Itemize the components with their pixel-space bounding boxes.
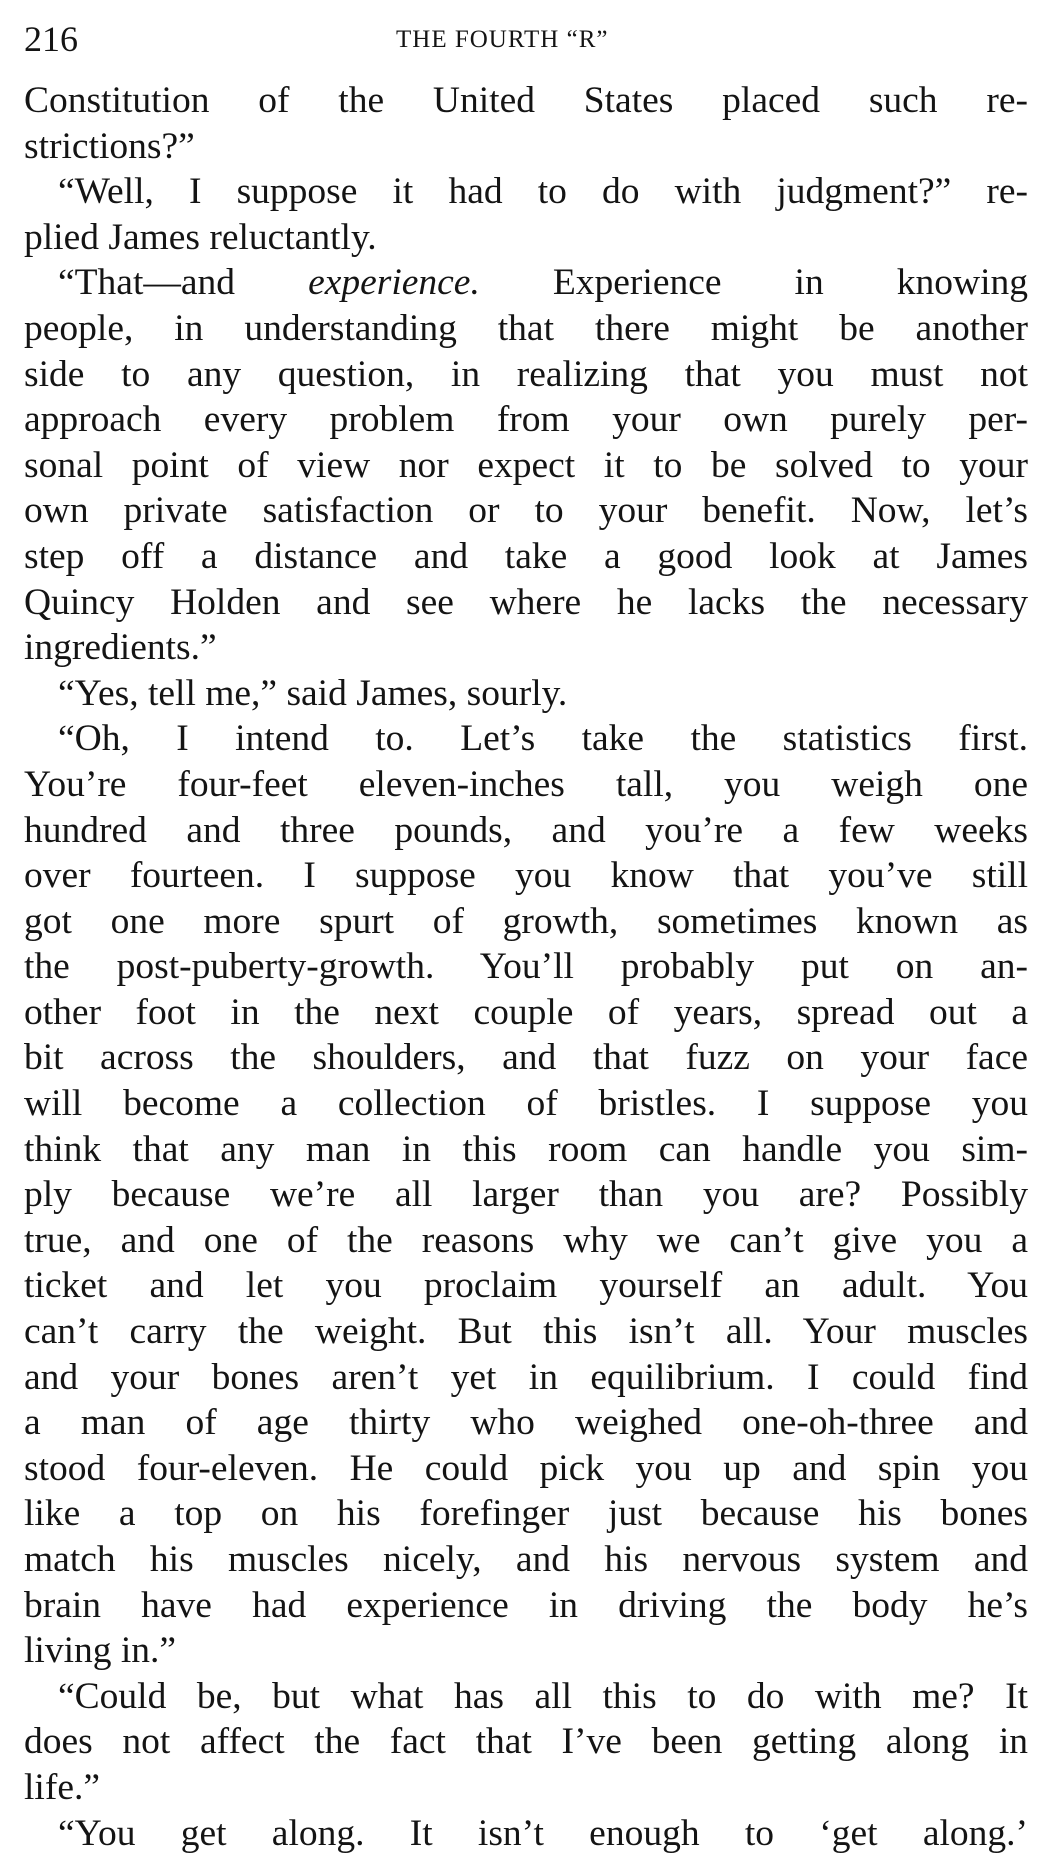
- text-line: hundred and three pounds, and you’re a few weeks: [24, 809, 1028, 851]
- text-line: the post-puberty-growth. You’ll probably put on an-: [24, 946, 1028, 988]
- text-line: “That—and experience. Experience in knowing: [58, 262, 1028, 304]
- text-line: bit across the shoulders, and that fuzz on your face: [24, 1037, 1028, 1079]
- text-line: approach every problem from your own purely per-: [24, 399, 1028, 441]
- body-text: [24, 78, 1028, 1856]
- italic-word: experience.: [308, 262, 480, 304]
- text-line: can’t carry the weight. But this isn’t all. Your muscles: [24, 1311, 1028, 1353]
- text-line: think that any man in this room can handle you sim-: [24, 1128, 1028, 1170]
- text-line: life.”: [24, 1766, 100, 1808]
- text-line: people, in understanding that there might be another: [24, 307, 1028, 349]
- text-line: other foot in the next couple of years, spread out a: [24, 991, 1028, 1033]
- text-line: ticket and let you proclaim yourself an adult. You: [24, 1265, 1028, 1307]
- text-line: does not affect the fact that I’ve been getting along in: [24, 1721, 1028, 1763]
- text-line: “Could be, but what has all this to do with me? It: [58, 1675, 1028, 1717]
- text-line: brain have had experience in driving the body he’s: [24, 1584, 1028, 1626]
- running-head: THE FOURTH “R”: [396, 26, 609, 53]
- text-line: like a top on his forefinger just because his bones: [24, 1493, 1028, 1535]
- text-line: plied James reluctantly.: [24, 216, 377, 258]
- text-line: ingredients.”: [24, 627, 217, 669]
- text-line: Quincy Holden and see where he lacks the necessary: [24, 581, 1028, 623]
- text-line: sonal point of view nor expect it to be solved to your: [24, 444, 1028, 486]
- text-line: got one more spurt of growth, sometimes known as: [24, 900, 1028, 942]
- text-line: step off a distance and take a good look at James: [24, 535, 1028, 577]
- text-line: living in.”: [24, 1630, 177, 1672]
- page-header: [24, 16, 1028, 62]
- text-line: match his muscles nicely, and his nervous system and: [24, 1539, 1028, 1580]
- text-line: “You get along. It isn’t enough to ‘get along.’: [58, 1812, 1028, 1854]
- text-line: a man of age thirty who weighed one-oh-three and: [24, 1402, 1028, 1444]
- text-line: strictions?”: [24, 125, 195, 167]
- text-line: You’re four-feet eleven-inches tall, you weigh one: [24, 763, 1028, 805]
- text-line: side to any question, in realizing that you must not: [24, 353, 1028, 395]
- text-line: “Well, I suppose it had to do with judgment?” re-: [58, 171, 1028, 213]
- text-line: “Yes, tell me,” said James, sourly.: [58, 672, 568, 714]
- text-line: will become a collection of bristles. I suppose you: [24, 1083, 1028, 1125]
- text-line: true, and one of the reasons why we can’t give you a: [24, 1219, 1028, 1261]
- page-number: 216: [24, 19, 78, 59]
- text-line: “Oh, I intend to. Let’s take the statistics first.: [58, 718, 1028, 760]
- text-line: and your bones aren’t yet in equilibrium. I could find: [24, 1356, 1028, 1398]
- text-line: Constitution of the United States placed such re-: [24, 80, 1028, 121]
- text-line: ply because we’re all larger than you are? Possibly: [24, 1174, 1028, 1216]
- text-line: over fourteen. I suppose you know that you’ve still: [24, 855, 1028, 897]
- text-line: stood four-eleven. He could pick you up and spin you: [24, 1447, 1028, 1489]
- text-line: own private satisfaction or to your benefit. Now, let’s: [24, 490, 1028, 532]
